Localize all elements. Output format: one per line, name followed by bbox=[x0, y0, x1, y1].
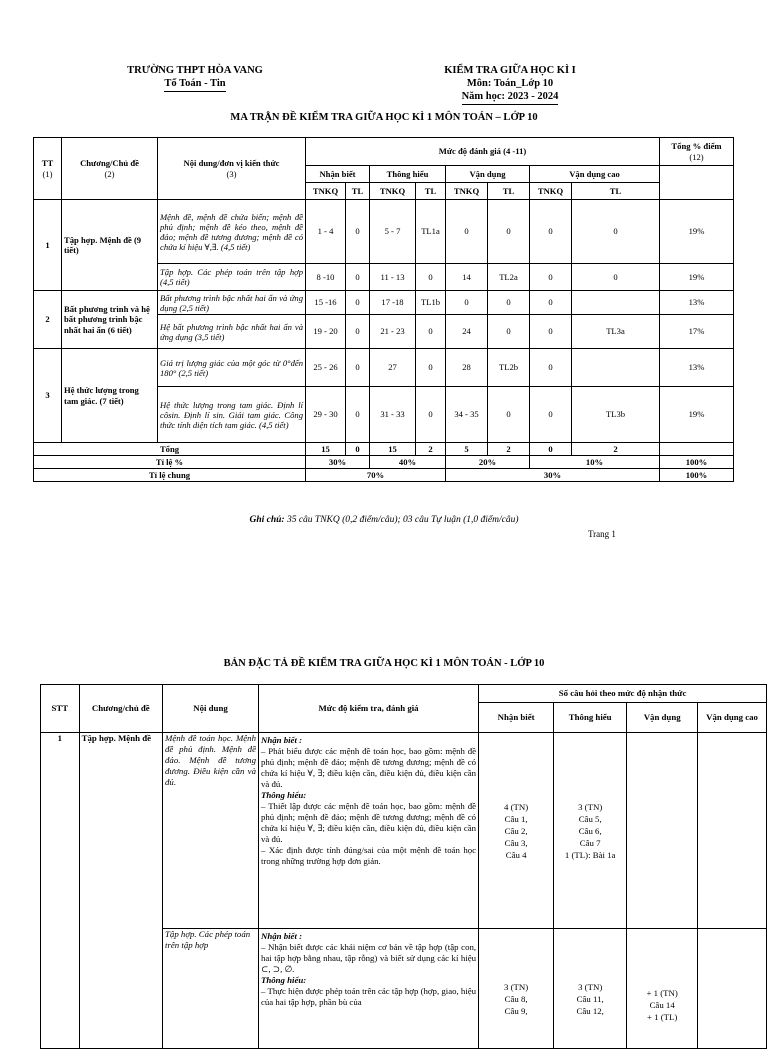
note-label: Ghi chú: bbox=[249, 515, 285, 525]
count-line: Câu 7 bbox=[579, 837, 601, 848]
table-row bbox=[34, 349, 734, 387]
exam-title: KIỂM TRA GIỮA HỌC KÌ I bbox=[444, 65, 576, 76]
row-value: 0 bbox=[488, 387, 530, 443]
row-value: 0 bbox=[346, 387, 370, 443]
row-content: Bất phương trình bậc nhất hai ẩn và ứng dụng (2,5 tiết) bbox=[158, 291, 306, 315]
row-value: 0 bbox=[416, 349, 446, 387]
sub-tnkq: TNKQ bbox=[306, 183, 346, 200]
col-content: Nội dung/đơn vị kiến thức (3) bbox=[158, 138, 306, 200]
th-text-2: – Xác định được tính đúng/sai của một mệnh đề toán học trong những trường hợp đơn giản. bbox=[260, 845, 477, 866]
spec-row1-desc bbox=[258, 733, 478, 929]
spec-level-th: Thông hiểu bbox=[554, 703, 627, 733]
total-value: 15 bbox=[370, 443, 416, 456]
row-value: 0 bbox=[346, 264, 370, 291]
spec-col-count: Số câu hỏi theo mức độ nhận thức bbox=[479, 685, 767, 703]
spec-row1-content: Mệnh đề toán học. Mệnh đề phủ định. Mệnh đề đảo. Mệnh đề tương đương. Điều kiện cần và đủ. bbox=[163, 733, 259, 929]
row-pct: 13% bbox=[660, 291, 734, 315]
count-line: Câu 12, bbox=[576, 1006, 604, 1016]
count-line: 3 (TN) bbox=[504, 982, 529, 992]
spec-col-level: Mức độ kiểm tra, đánh giá bbox=[258, 685, 478, 733]
spec-row1-vd-count bbox=[627, 733, 698, 929]
spec-row2-desc bbox=[258, 929, 478, 1049]
row-value bbox=[572, 349, 660, 387]
row-value: 17 -18 bbox=[370, 291, 416, 315]
level-header: Nhận biết bbox=[306, 166, 370, 183]
row-value: 0 bbox=[346, 291, 370, 315]
col-total-pad bbox=[660, 166, 734, 200]
row-pct: 17% bbox=[660, 315, 734, 349]
row-value: 0 bbox=[488, 200, 530, 264]
spec-col-content: Nội dung bbox=[163, 685, 259, 733]
school-header bbox=[100, 64, 290, 92]
row-value: 0 bbox=[530, 387, 572, 443]
row-content: Hệ thức lượng trong tam giác. Định lí côsin. Định lí sin. Giải tam giác. Công thức tính diện tích tam giác. (4,5 tiết) bbox=[158, 387, 306, 443]
row-value: 15 -16 bbox=[306, 291, 346, 315]
common-total: 100% bbox=[660, 469, 734, 482]
exam-subject: Môn: Toán_Lớp 10 bbox=[466, 78, 554, 89]
row-value: 0 bbox=[446, 200, 488, 264]
department-name: Tổ Toán - Tin bbox=[164, 77, 225, 92]
spec-row1-th-count bbox=[554, 733, 627, 929]
ratio-value: 20% bbox=[446, 456, 530, 469]
sub-tnkq: TNKQ bbox=[446, 183, 488, 200]
spec-row2-vd-count bbox=[627, 929, 698, 1049]
count-line: Câu 11, bbox=[576, 994, 604, 1004]
spec-row2-nb-count bbox=[479, 929, 554, 1049]
level-header: Vận dụng bbox=[446, 166, 530, 183]
total-value: 5 bbox=[446, 443, 488, 456]
ratio-value: 10% bbox=[530, 456, 660, 469]
common-value: 30% bbox=[446, 469, 660, 482]
spec-row1-nb-count bbox=[479, 733, 554, 929]
spec-title: BẢN ĐẶC TẢ ĐỀ KIỂM TRA GIỮA HỌC KÌ 1 MÔN TOÁN - LỚP 10 bbox=[223, 658, 545, 669]
row-value bbox=[572, 291, 660, 315]
total-value: 0 bbox=[346, 443, 370, 456]
count-line: Câu 8, bbox=[504, 994, 528, 1004]
row-value: TL2b bbox=[488, 349, 530, 387]
nb-label: Nhận biết : bbox=[260, 735, 303, 745]
row-value: 21 - 23 bbox=[370, 315, 416, 349]
row-tt: 2 bbox=[34, 291, 62, 349]
table-row bbox=[34, 200, 734, 264]
row-value: 0 bbox=[416, 315, 446, 349]
row-value: 11 - 13 bbox=[370, 264, 416, 291]
spec-level-nb: Nhận biết bbox=[479, 703, 554, 733]
count-line: Câu 1, bbox=[504, 813, 528, 824]
row-value: 24 bbox=[446, 315, 488, 349]
spec-row2-content: Tập hợp. Các phép toán trên tập hợp bbox=[163, 929, 259, 1049]
th-text-1: – Thiết lập được các mệnh đề toán học, bao gồm: mệnh đề phủ định; mệnh đề đảo; mệnh đề tương đương; mệnh đề có chứa kí hiệu ∀, ∃; điều kiện cần, điều kiện đủ, điều kiện cần và đủ. bbox=[260, 801, 477, 844]
total-value: 0 bbox=[530, 443, 572, 456]
row-pct: 19% bbox=[660, 387, 734, 443]
matrix-title: MA TRẬN ĐỀ KIỂM TRA GIỮA HỌC KÌ 1 MÔN TOÁN – LỚP 10 bbox=[230, 112, 538, 123]
count-line: Câu 4 bbox=[505, 849, 527, 860]
row-chapter: Bất phương trình và hệ bất phương trình bậc nhất hai ẩn (6 tiết) bbox=[62, 291, 158, 349]
common-label: Tỉ lệ chung bbox=[34, 469, 306, 482]
row-value: 28 bbox=[446, 349, 488, 387]
row-value: 34 - 35 bbox=[446, 387, 488, 443]
ratio-label: Tỉ lệ % bbox=[34, 456, 306, 469]
spec-row2-vdc-count bbox=[698, 929, 767, 1049]
nb-text: – Phát biểu được các mệnh đề toán học, bao gồm: mệnh đề phủ định; mệnh đề đảo; mệnh đề tương đương; mệnh đề có chứa kí hiệu ∀, ∃; điều kiện cần, điều kiện đủ, điều kiện cần và đủ. bbox=[260, 746, 477, 789]
th-text: – Thực hiện được phép toán trên các tập hợp (hợp, giao, hiệu của hai tập hợp, phần bù của bbox=[260, 986, 477, 1007]
note-text: 35 câu TNKQ (0,2 điểm/câu); 03 câu Tự luận (1,0 điểm/câu) bbox=[284, 515, 519, 525]
row-value: 0 bbox=[416, 264, 446, 291]
row-value: TL2a bbox=[488, 264, 530, 291]
row-value: 14 bbox=[446, 264, 488, 291]
row-value: 0 bbox=[572, 264, 660, 291]
row-chapter: Tập hợp. Mệnh đề (9 tiết) bbox=[62, 200, 158, 291]
row-content: Hệ bất phương trình bậc nhất hai ẩn và ứng dụng (3,5 tiết) bbox=[158, 315, 306, 349]
count-line: Câu 2, bbox=[504, 825, 528, 836]
row-value: 0 bbox=[416, 387, 446, 443]
ratio-total: 100% bbox=[660, 456, 734, 469]
count-line: Câu 6, bbox=[578, 825, 602, 836]
row-value: 0 bbox=[446, 291, 488, 315]
col-level: Mức độ đánh giá (4 -11) bbox=[306, 138, 660, 166]
col-chapter: Chương/Chủ đề (2) bbox=[62, 138, 158, 200]
row-value: 29 - 30 bbox=[306, 387, 346, 443]
sub-tnkq: TNKQ bbox=[370, 183, 416, 200]
row-value: TL3a bbox=[572, 315, 660, 349]
note bbox=[0, 515, 768, 525]
row-value: 0 bbox=[530, 264, 572, 291]
total-value: 2 bbox=[572, 443, 660, 456]
school-name: TRƯỜNG THPT HÒA VANG bbox=[127, 65, 263, 76]
total-pct bbox=[660, 443, 734, 456]
level-header: Thông hiểu bbox=[370, 166, 446, 183]
th-label: Thông hiểu: bbox=[260, 790, 307, 800]
count-line: Câu 14 bbox=[649, 1000, 675, 1010]
count-line: Câu 3, bbox=[504, 837, 528, 848]
matrix-table bbox=[33, 137, 734, 482]
sub-tl: TL bbox=[416, 183, 446, 200]
count-line: 1 (TL): Bài 1a bbox=[564, 849, 616, 860]
spec-table bbox=[40, 684, 767, 1049]
table-row bbox=[34, 291, 734, 315]
row-value: 0 bbox=[488, 315, 530, 349]
row-value: TL3b bbox=[572, 387, 660, 443]
row-value: 8 -10 bbox=[306, 264, 346, 291]
row-value: 0 bbox=[530, 349, 572, 387]
sub-tl: TL bbox=[346, 183, 370, 200]
row-value: 0 bbox=[572, 200, 660, 264]
row-value: 25 - 26 bbox=[306, 349, 346, 387]
spec-stt: 1 bbox=[41, 733, 80, 1049]
row-value: 0 bbox=[346, 349, 370, 387]
spec-level-vd: Vận dụng bbox=[627, 703, 698, 733]
count-line: 4 (TN) bbox=[504, 801, 529, 812]
ratio-value: 40% bbox=[370, 456, 446, 469]
count-line: Câu 9, bbox=[504, 1006, 528, 1016]
spec-col-stt: STT bbox=[41, 685, 80, 733]
count-line: + 1 (TN) bbox=[646, 988, 678, 998]
count-line: Câu 5, bbox=[578, 813, 602, 824]
exam-year: Năm học: 2023 - 2024 bbox=[462, 90, 559, 105]
total-value: 2 bbox=[488, 443, 530, 456]
row-chapter: Hệ thức lượng trong tam giác. (7 tiết) bbox=[62, 349, 158, 443]
row-value: 0 bbox=[346, 315, 370, 349]
row-value: 0 bbox=[530, 291, 572, 315]
total-value: 2 bbox=[416, 443, 446, 456]
sub-tnkq: TNKQ bbox=[530, 183, 572, 200]
table-row bbox=[41, 733, 767, 929]
row-content: Tập hợp. Các phép toán trên tập hợp (4,5 tiết) bbox=[158, 264, 306, 291]
spec-row2-th-count bbox=[554, 929, 627, 1049]
row-pct: 13% bbox=[660, 349, 734, 387]
col-tt: TT (1) bbox=[34, 138, 62, 200]
row-value: 0 bbox=[488, 291, 530, 315]
level-header: Vận dụng cao bbox=[530, 166, 660, 183]
row-value: 0 bbox=[530, 200, 572, 264]
row-value: TL1b bbox=[416, 291, 446, 315]
col-total: Tổng % điểm (12) bbox=[660, 138, 734, 166]
total-label: Tổng bbox=[34, 443, 306, 456]
row-value: 0 bbox=[530, 315, 572, 349]
spec-level-vdc: Vận dụng cao bbox=[698, 703, 767, 733]
row-content: Mệnh đề, mệnh đề chứa biến; mệnh đề phủ định; mệnh đề kéo theo, mệnh đề đảo; mệnh đề tương đương; mệnh đề có chứa kí hiệu ∀,∃. (4,5 tiết) bbox=[158, 200, 306, 264]
total-value: 15 bbox=[306, 443, 346, 456]
sub-tl: TL bbox=[488, 183, 530, 200]
row-value: 1 - 4 bbox=[306, 200, 346, 264]
spec-row1-vdc-count bbox=[698, 733, 767, 929]
page-number: Trang 1 bbox=[588, 529, 616, 539]
ratio-value: 30% bbox=[306, 456, 370, 469]
sub-tl: TL bbox=[572, 183, 660, 200]
common-value: 70% bbox=[306, 469, 446, 482]
row-pct: 19% bbox=[660, 200, 734, 264]
count-line: + 1 (TL) bbox=[646, 1012, 678, 1022]
nb-text: – Nhận biết được các khái niệm cơ bản về tập hợp (tập con, hai tập hợp bằng nhau, tập rỗng) và biết sử dụng các kí hiệu ⊂, ⊃, ∅. bbox=[260, 942, 477, 974]
th-label: Thông hiểu: bbox=[260, 975, 307, 985]
count-line: 3 (TN) bbox=[578, 801, 603, 812]
exam-header bbox=[405, 64, 615, 105]
row-value: 0 bbox=[346, 200, 370, 264]
spec-chapter: Tập hợp. Mệnh đề bbox=[79, 733, 162, 1049]
spec-col-chapter: Chương/chủ đề bbox=[79, 685, 162, 733]
row-value: 5 - 7 bbox=[370, 200, 416, 264]
row-tt: 3 bbox=[34, 349, 62, 443]
row-value: 19 - 20 bbox=[306, 315, 346, 349]
row-pct: 19% bbox=[660, 264, 734, 291]
row-content: Giá trị lượng giác của một góc từ 0°đến 180° (2,5 tiết) bbox=[158, 349, 306, 387]
row-value: TL1a bbox=[416, 200, 446, 264]
row-tt: 1 bbox=[34, 200, 62, 291]
row-value: 31 - 33 bbox=[370, 387, 416, 443]
nb-label: Nhận biết : bbox=[260, 931, 303, 941]
count-line: 3 (TN) bbox=[578, 982, 603, 992]
row-value: 27 bbox=[370, 349, 416, 387]
